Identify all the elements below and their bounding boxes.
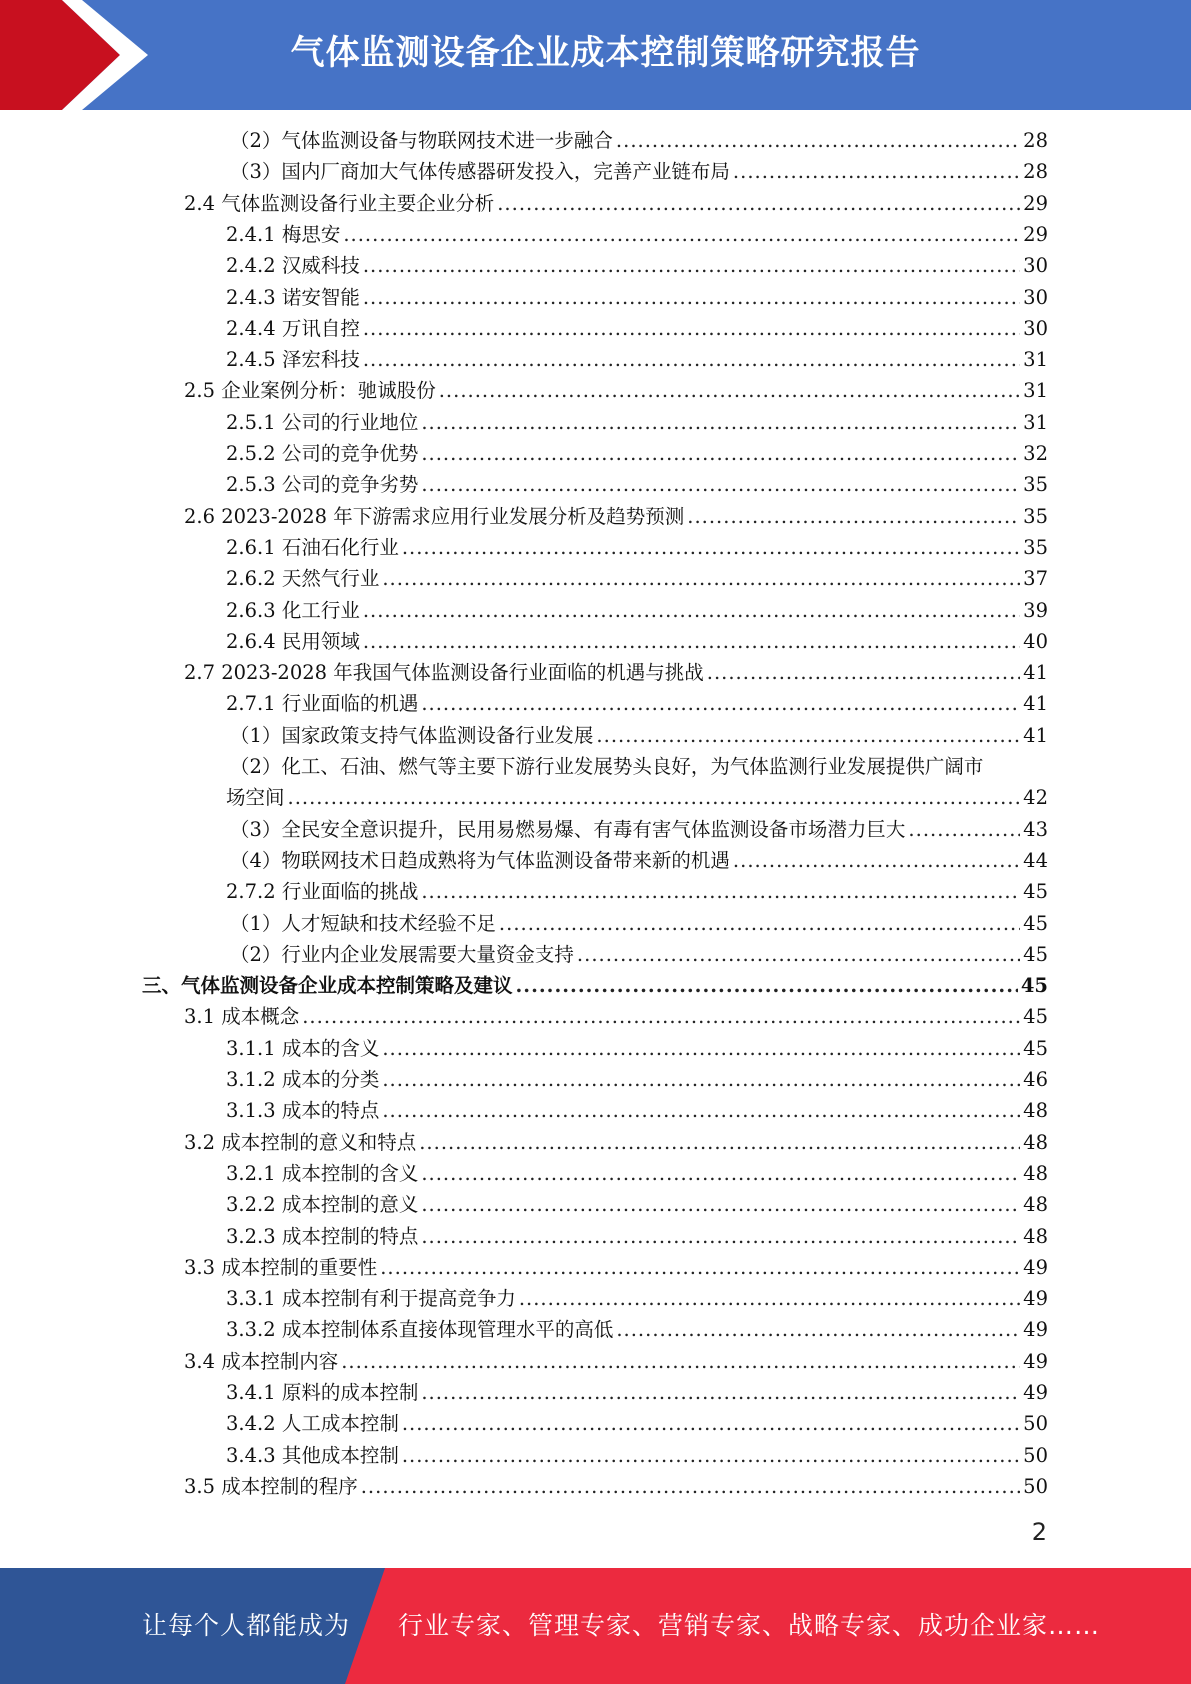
toc-entry-label: 3.2.2 成本控制的意义 (226, 1193, 419, 1217)
report-title: 气体监测设备企业成本控制策略研究报告 (290, 33, 921, 73)
toc-entry-label: 3.3 成本控制的重要性 (184, 1255, 378, 1279)
toc-entry-label: （1）国家政策支持气体监测设备行业发展 (230, 723, 594, 747)
toc-entry-page: 48 (1023, 1193, 1048, 1217)
toc-entry-label: 2.4.3 诺安智能 (226, 285, 360, 309)
toc-entry[interactable] (230, 910, 1048, 938)
toc-entry[interactable] (226, 409, 1048, 437)
toc-entry-page: 39 (1023, 598, 1048, 622)
toc-entry[interactable] (230, 847, 1048, 875)
toc-dot-leader (288, 784, 1021, 812)
toc-entry-page: 42 (1023, 786, 1048, 810)
toc-entry-label: （2）气体监测设备与物联网技术进一步融合 (230, 129, 613, 152)
toc-entry[interactable] (230, 158, 1048, 186)
toc-entry-label: 3.1.1 成本的含义 (226, 1036, 380, 1060)
toc-entry-label: 三、气体监测设备企业成本控制策略及建议 (142, 974, 513, 998)
toc-entry-page: 28 (1023, 129, 1048, 152)
toc-entry[interactable] (226, 1066, 1048, 1094)
toc-dot-leader (363, 628, 1020, 656)
toc-entry-label: 2.5.3 公司的竞争劣势 (226, 473, 419, 497)
toc-dot-leader (421, 878, 1020, 906)
footer-slogan-right: 行业专家、管理专家、营销专家、战略专家、成功企业家…… (398, 1611, 1101, 1640)
toc-entry-page: 48 (1023, 1130, 1048, 1154)
toc-entry-label: 2.6 2023-2028 年下游需求应用行业发展分析及趋势预测 (184, 504, 685, 528)
toc-entry[interactable] (226, 597, 1048, 625)
toc-dot-leader (382, 565, 1020, 593)
toc-entry-page: 32 (1023, 442, 1048, 465)
toc-dot-leader (421, 690, 1020, 718)
toc-entry-label: 3.5 成本控制的程序 (184, 1474, 358, 1498)
toc-entry-page: 29 (1023, 222, 1048, 246)
toc-entry-page: 41 (1023, 661, 1048, 685)
toc-dot-leader (421, 1379, 1020, 1407)
toc-entry-page: 49 (1023, 1381, 1048, 1404)
toc-entry[interactable] (230, 722, 1048, 750)
toc-entry-page: 41 (1023, 723, 1048, 747)
toc-dot-leader (616, 1316, 1020, 1344)
toc-entry-label: 2.7.2 行业面临的挑战 (226, 880, 419, 904)
toc-entry-page: 49 (1023, 1287, 1048, 1311)
footer-banner (0, 1568, 1191, 1684)
toc-entry-page: 30 (1023, 316, 1048, 340)
toc-entry[interactable] (226, 628, 1048, 656)
toc-dot-leader (363, 346, 1020, 374)
toc-entry[interactable] (226, 1097, 1048, 1125)
toc-entry-label: 3.1.3 成本的特点 (226, 1099, 380, 1123)
toc-entry[interactable] (226, 1223, 1048, 1251)
toc-entry[interactable] (226, 565, 1048, 593)
toc-dot-leader (908, 816, 1020, 844)
toc-dot-leader (499, 910, 1020, 938)
toc-dot-leader (380, 1254, 1020, 1282)
toc-entry-label: （2）行业内企业发展需要大量资金支持 (230, 942, 574, 966)
toc-entry-page: 50 (1023, 1474, 1048, 1498)
toc-entry[interactable] (226, 1316, 1048, 1344)
toc-entry-label: 3.2 成本控制的意义和特点 (184, 1130, 417, 1154)
toc-entry-page: 31 (1023, 348, 1048, 372)
toc-dot-leader (382, 1097, 1020, 1125)
toc-entry-label: 2.4.5 泽宏科技 (226, 348, 360, 372)
toc-entry-label: 2.4.2 汉威科技 (226, 254, 360, 278)
toc-entry[interactable] (184, 1254, 1048, 1282)
toc-entry-label: （2）化工、石油、燃气等主要下游行业发展势头良好，为气体监测行业发展提供广阔市 (230, 755, 984, 778)
toc-entry-label: 3.2.1 成本控制的含义 (226, 1161, 419, 1185)
toc-entry-page: 49 (1023, 1255, 1048, 1279)
toc-entry[interactable] (226, 440, 1048, 468)
toc-dot-leader (402, 534, 1020, 562)
toc-dot-leader (616, 127, 1020, 155)
toc-dot-leader (363, 252, 1020, 280)
toc-dot-leader (419, 1129, 1020, 1157)
toc-entry-label: 2.6.4 民用领域 (226, 629, 360, 653)
toc-entry-page: 31 (1023, 379, 1048, 403)
toc-entry[interactable] (226, 1160, 1048, 1188)
toc-dot-leader (302, 1003, 1020, 1031)
toc-entry[interactable] (226, 471, 1048, 499)
toc-entry-page: 46 (1023, 1068, 1048, 1091)
toc-entry-page: 50 (1023, 1412, 1048, 1436)
toc-entry-page: 49 (1023, 1318, 1048, 1342)
toc-entry-label: 3.4.3 其他成本控制 (226, 1443, 399, 1467)
toc-entry[interactable] (226, 1285, 1048, 1313)
toc-entry-page: 30 (1023, 254, 1048, 278)
toc-dot-leader (519, 1285, 1020, 1313)
toc-dot-leader (707, 659, 1020, 687)
toc-entry-label: 3.4 成本控制内容 (184, 1349, 339, 1373)
toc-entry[interactable] (230, 941, 1048, 969)
toc-entry[interactable] (226, 1442, 1048, 1470)
toc-entry[interactable] (226, 784, 1048, 812)
toc-dot-leader (402, 1442, 1020, 1470)
toc-entry[interactable] (230, 816, 1048, 844)
toc-entry-label: 2.5.1 公司的行业地位 (226, 410, 419, 434)
toc-entry[interactable] (184, 1003, 1048, 1031)
toc-entry[interactable] (226, 534, 1048, 562)
toc-dot-leader (421, 1160, 1020, 1188)
toc-entry-page: 49 (1023, 1349, 1048, 1373)
toc-entry-page: 44 (1023, 848, 1048, 872)
toc-entry-label: 场空间 (226, 786, 285, 810)
toc-entry-label: 3.1.2 成本的分类 (226, 1068, 380, 1091)
toc-entry-label: （4）物联网技术日趋成熟将为气体监测设备带来新的机遇 (230, 848, 730, 872)
toc-entry[interactable] (226, 252, 1048, 280)
toc-entry-page: 29 (1023, 191, 1048, 215)
toc-entry-page: 30 (1023, 285, 1048, 309)
toc-entry[interactable] (226, 346, 1048, 374)
toc-dot-leader (421, 1223, 1020, 1251)
toc-dot-leader (516, 972, 1018, 1000)
toc-entry-page: 45 (1023, 880, 1048, 904)
toc-entry-label: 2.5 企业案例分析：驰诚股份 (184, 379, 436, 403)
toc-entry[interactable] (226, 1035, 1048, 1063)
toc-dot-leader (361, 1473, 1020, 1501)
toc-dot-leader (497, 190, 1020, 218)
toc-entry-page: 50 (1023, 1443, 1048, 1467)
toc-entry-label: 3.4.1 原料的成本控制 (226, 1381, 419, 1404)
toc-entry-page: 45 (1023, 1005, 1048, 1029)
toc-entry-page: 45 (1020, 974, 1048, 998)
toc-entry-page: 43 (1023, 817, 1048, 841)
toc-entry-label: 2.4.4 万讯自控 (226, 316, 360, 340)
toc-entry-label: 2.5.2 公司的竞争优势 (226, 442, 419, 465)
toc-entry-page: 48 (1023, 1099, 1048, 1123)
toc-entry-page: 45 (1023, 1036, 1048, 1060)
toc-dot-leader (382, 1066, 1020, 1094)
toc-entry-label: 2.4 气体监测设备行业主要企业分析 (184, 191, 495, 215)
toc-dot-leader (382, 1035, 1020, 1063)
toc-entry-label: 3.3.2 成本控制体系直接体现管理水平的高低 (226, 1318, 614, 1342)
toc-entry-label: 2.4.1 梅思安 (226, 222, 341, 246)
toc-dot-leader (341, 1348, 1020, 1376)
toc-entry[interactable] (184, 503, 1048, 531)
page-number: 2 (1031, 1518, 1047, 1546)
toc-entry-label: 2.6.3 化工行业 (226, 598, 360, 622)
toc-entry-page: 40 (1023, 629, 1048, 653)
toc-entry[interactable] (184, 190, 1048, 218)
toc-dot-leader (577, 941, 1020, 969)
toc-entry-label: 3.3.1 成本控制有利于提高竞争力 (226, 1287, 516, 1311)
toc-entry-label: 2.7.1 行业面临的机遇 (226, 692, 419, 716)
toc-entry[interactable] (184, 1348, 1048, 1376)
toc-dot-leader (439, 377, 1020, 405)
toc-entry-page: 45 (1023, 911, 1048, 935)
toc-entry[interactable] (226, 221, 1048, 249)
toc-dot-leader (421, 409, 1020, 437)
toc-entry-label: 3.1 成本概念 (184, 1005, 300, 1029)
toc-entry[interactable] (226, 878, 1048, 906)
toc-dot-leader (421, 471, 1020, 499)
toc-entry-page: 37 (1023, 567, 1048, 591)
toc-dot-leader (596, 722, 1020, 750)
toc-entry[interactable] (226, 1410, 1048, 1438)
toc-entry-page: 35 (1023, 473, 1048, 497)
toc-entry-label: 2.6.1 石油石化行业 (226, 535, 399, 559)
toc-entry-label: 2.7 2023-2028 年我国气体监测设备行业面临的机遇与挑战 (184, 661, 704, 685)
toc-entry[interactable] (184, 1473, 1048, 1501)
toc-entry[interactable] (184, 377, 1048, 405)
toc-entry-page: 28 (1023, 160, 1048, 184)
toc-dot-leader (343, 221, 1020, 249)
toc-entry[interactable] (226, 315, 1048, 343)
toc-entry-label: 3.2.3 成本控制的特点 (226, 1224, 419, 1248)
toc-dot-leader (733, 847, 1020, 875)
toc-dot-leader (363, 284, 1020, 312)
toc-dot-leader (421, 1191, 1020, 1219)
toc-entry-page: 48 (1023, 1161, 1048, 1185)
toc-dot-leader (421, 440, 1020, 468)
toc-entry[interactable] (230, 753, 1048, 781)
toc-entry[interactable] (226, 690, 1048, 718)
footer-slogan-left: 让每个人都能成为 (142, 1611, 351, 1640)
toc-entry[interactable] (230, 127, 1048, 155)
toc-entry[interactable] (226, 1379, 1048, 1407)
toc-entry[interactable] (142, 972, 1048, 1000)
toc-entry-page: 48 (1023, 1224, 1048, 1248)
toc-entry[interactable] (226, 1191, 1048, 1219)
toc-dot-leader (363, 315, 1020, 343)
toc-entry-page: 45 (1023, 942, 1048, 966)
toc-dot-leader (363, 597, 1020, 625)
toc-entry-page: 35 (1023, 535, 1048, 559)
toc-entry-label: （3）全民安全意识提升，民用易燃易爆、有毒有害气体监测设备市场潜力巨大 (230, 817, 906, 841)
toc-entry[interactable] (184, 1129, 1048, 1157)
toc-dot-leader (687, 503, 1020, 531)
toc-entry-page: 41 (1023, 692, 1048, 716)
toc-entry-label: （3）国内厂商加大气体传感器研发投入，完善产业链布局 (230, 160, 730, 184)
toc-entry-label: 3.4.2 人工成本控制 (226, 1412, 399, 1436)
toc-dot-leader (402, 1410, 1020, 1438)
toc-entry-page: 31 (1023, 410, 1048, 434)
toc-entry-page: 35 (1023, 504, 1048, 528)
toc-entry-label: 2.6.2 天然气行业 (226, 567, 380, 591)
toc-entry[interactable] (226, 284, 1048, 312)
toc-dot-leader (733, 158, 1020, 186)
toc-entry-label: （1）人才短缺和技术经验不足 (230, 911, 496, 935)
toc-entry[interactable] (184, 659, 1048, 687)
report-header (0, 0, 1191, 110)
